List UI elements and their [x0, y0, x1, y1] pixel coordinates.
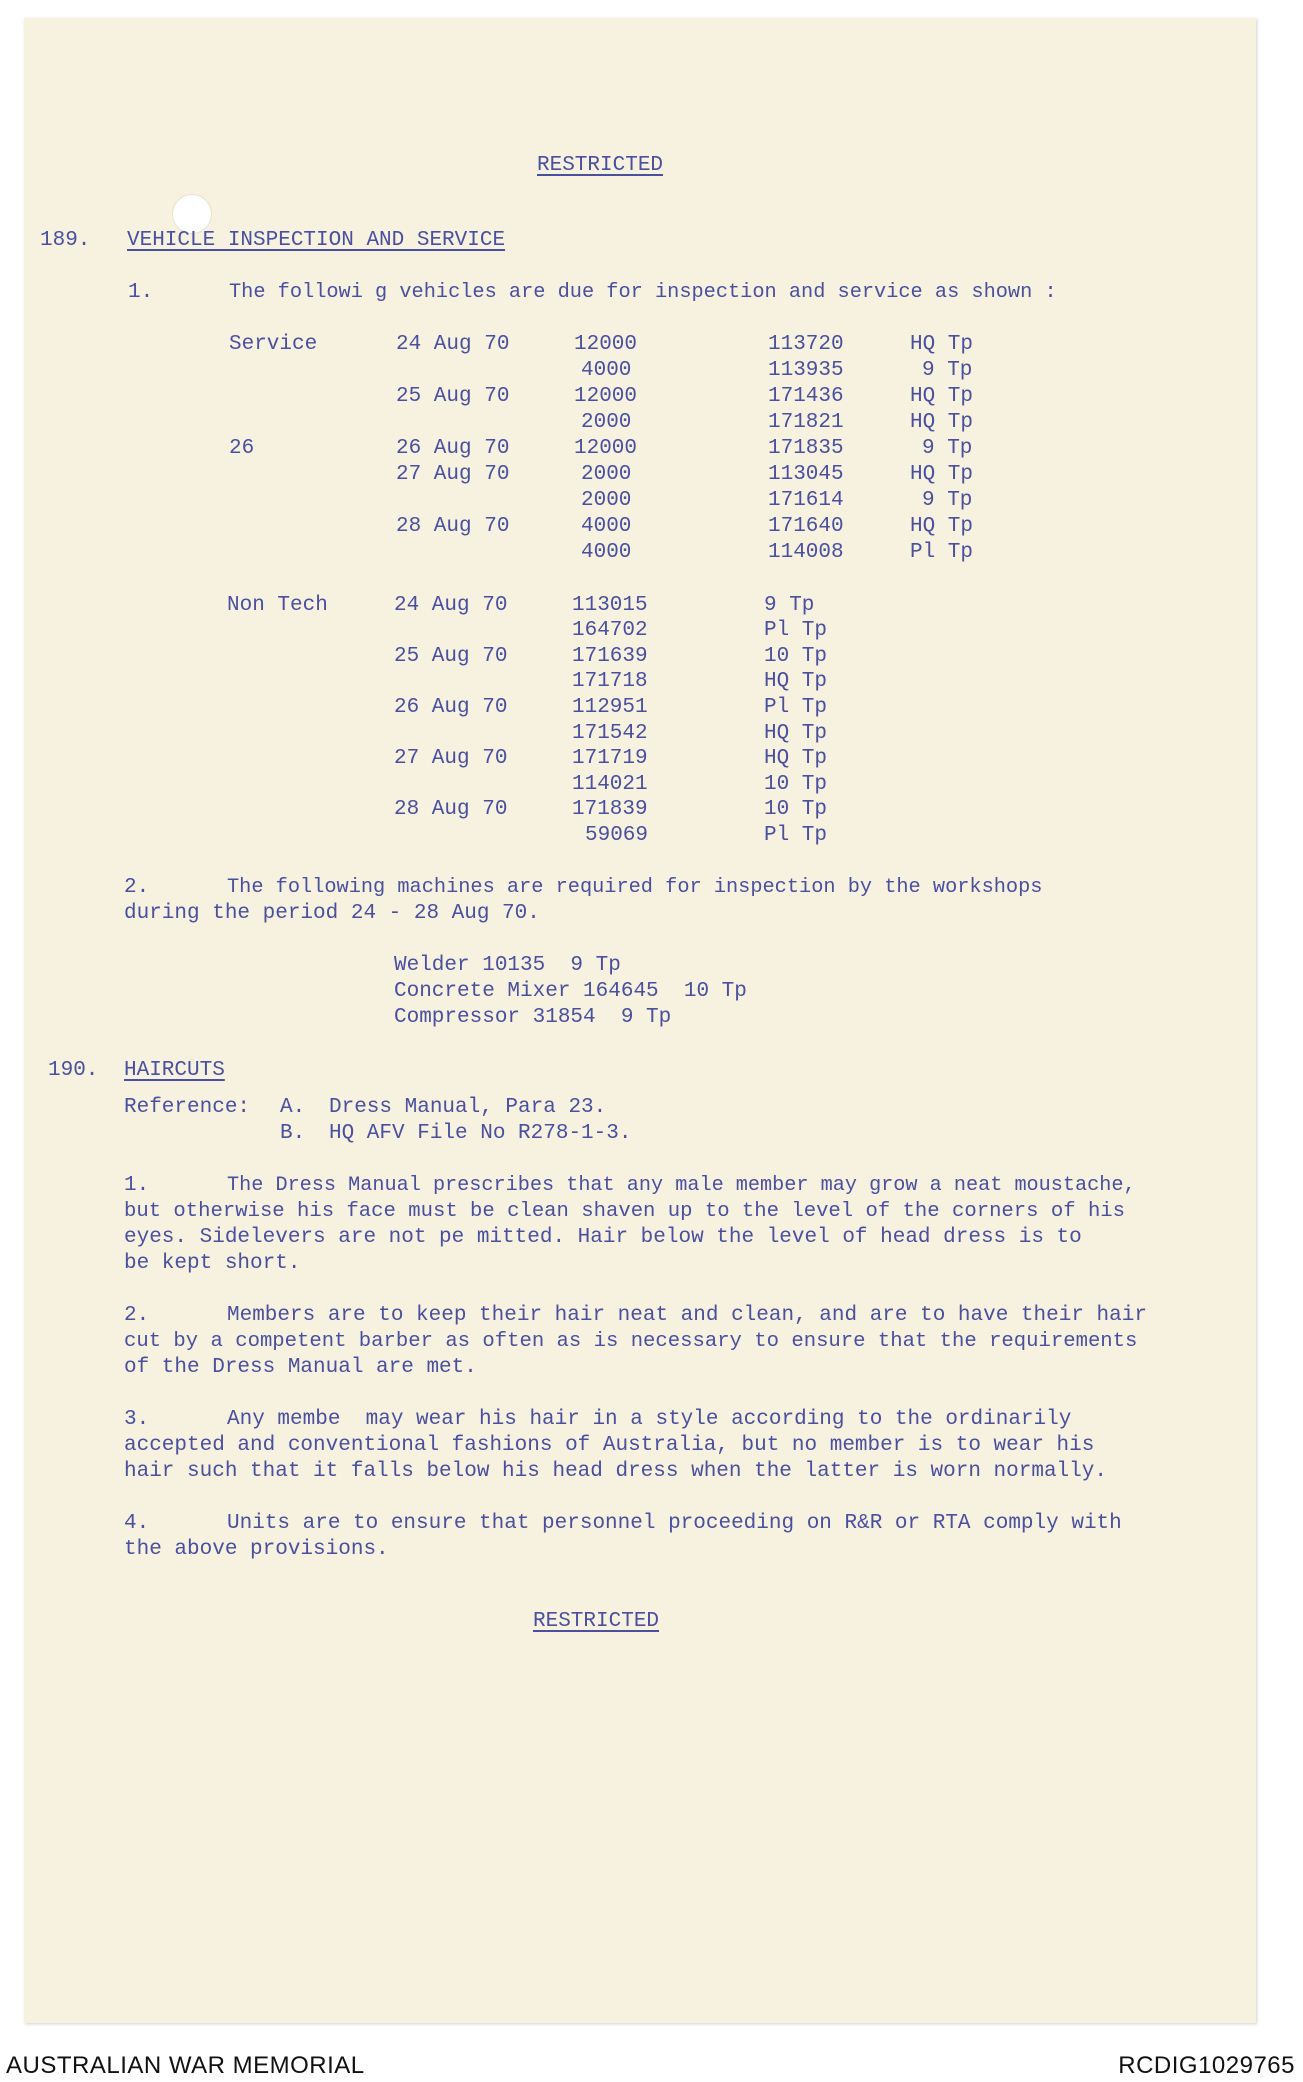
service-reg: 171436 — [768, 385, 844, 408]
non-tech-unit: HQ Tp — [764, 722, 828, 745]
haircut-para-line: but otherwise his face must be clean shaven up to the level of the corners of his — [124, 1200, 1126, 1223]
service-date: 27 Aug 70 — [396, 463, 510, 486]
non-tech-reg: 112951 — [572, 696, 648, 719]
non-tech-unit: HQ Tp — [764, 747, 828, 770]
haircut-para-line: Any membe may wear his hair in a style according to the ordinarily — [227, 1408, 1072, 1431]
haircut-para-line: cut by a competent barber as often as is necessary to ensure that the requirements — [124, 1330, 1138, 1353]
service-reg: 171614 — [768, 489, 844, 512]
haircut-para-line: accepted and conventional fashions of Australia, but no member is to wear his — [124, 1434, 1095, 1457]
header-classification: RESTRICTED — [537, 154, 664, 177]
non-tech-label: Non Tech — [227, 594, 328, 617]
service-unit: Pl Tp — [910, 541, 974, 564]
haircut-para-number: 3. — [124, 1408, 150, 1431]
non-tech-reg: 171718 — [572, 670, 648, 693]
service-reg: 114008 — [768, 541, 844, 564]
service-km: 2000 — [581, 463, 632, 486]
para-2-line-2: during the period 24 - 28 Aug 70. — [124, 902, 540, 925]
non-tech-reg: 113015 — [572, 594, 648, 617]
service-km: 2000 — [581, 489, 632, 512]
service-label: Service — [229, 333, 318, 356]
para-1-text: The followi g vehicles are due for inspection and service as shown : — [229, 281, 1057, 304]
service-reg: 171835 — [768, 437, 844, 460]
haircut-para-line: hair such that it falls below his head dress when the latter is worn normally. — [124, 1460, 1107, 1483]
service-unit: HQ Tp — [910, 411, 974, 434]
reference-text: Dress Manual, Para 23. — [329, 1096, 607, 1119]
machine-item: Compressor 31854 9 Tp — [394, 1006, 672, 1029]
haircut-para-line: be kept short. — [124, 1252, 301, 1275]
service-km: 4000 — [581, 541, 632, 564]
haircut-para-line: Units are to ensure that personnel proceeding on R&R or RTA comply with — [227, 1512, 1122, 1535]
para-2-line-1: The following machines are required for inspection by the workshops — [227, 876, 1043, 899]
footer-classification: RESTRICTED — [533, 1610, 660, 1633]
service-km: 12000 — [574, 333, 638, 356]
section-189-number: 189. — [40, 229, 91, 252]
service-reg: 171821 — [768, 411, 844, 434]
service-km: 4000 — [581, 359, 632, 382]
service-km: 12000 — [574, 385, 638, 408]
haircut-para-line: The Dress Manual prescribes that any male member may grow a neat moustache, — [227, 1174, 1136, 1197]
service-km: 4000 — [581, 515, 632, 538]
haircut-para-number: 4. — [124, 1512, 150, 1535]
haircut-para-line: eyes. Sidelevers are not pe mitted. Hair below the level of head dress is to — [124, 1226, 1082, 1249]
section-190-number: 190. — [48, 1059, 99, 1082]
service-date: 26 Aug 70 — [396, 437, 510, 460]
service-reg: 113935 — [768, 359, 844, 382]
service-unit: 9 Tp — [922, 359, 973, 382]
section-189-title: VEHICLE INSPECTION AND SERVICE — [127, 229, 506, 252]
non-tech-unit: 10 Tp — [764, 798, 828, 821]
service-unit: HQ Tp — [910, 463, 974, 486]
non-tech-reg: 171719 — [572, 747, 648, 770]
para-1-number: 1. — [128, 281, 154, 304]
non-tech-reg: 164702 — [572, 619, 648, 642]
non-tech-unit: 10 Tp — [764, 773, 828, 796]
haircut-para-line: of the Dress Manual are met. — [124, 1356, 477, 1379]
non-tech-unit: HQ Tp — [764, 670, 828, 693]
haircut-para-line: Members are to keep their hair neat and clean, and are to have their hair — [227, 1304, 1147, 1327]
non-tech-unit: 10 Tp — [764, 645, 828, 668]
non-tech-date: 28 Aug 70 — [394, 798, 508, 821]
service-date: 28 Aug 70 — [396, 515, 510, 538]
non-tech-reg: 171839 — [572, 798, 648, 821]
section-190-title: HAIRCUTS — [124, 1059, 225, 1082]
institution-name: AUSTRALIAN WAR MEMORIAL — [6, 2052, 365, 2079]
para-2-number: 2. — [124, 876, 150, 899]
service-date: 24 Aug 70 — [396, 333, 510, 356]
haircut-para-number: 1. — [124, 1174, 150, 1197]
non-tech-date: 27 Aug 70 — [394, 747, 508, 770]
catalogue-id: RCDIG1029765 — [1118, 2052, 1295, 2079]
non-tech-date: 25 Aug 70 — [394, 645, 508, 668]
service-unit: HQ Tp — [910, 515, 974, 538]
non-tech-reg: 171639 — [572, 645, 648, 668]
haircut-para-number: 2. — [124, 1304, 150, 1327]
machine-item: Concrete Mixer 164645 10 Tp — [394, 980, 747, 1003]
non-tech-unit: Pl Tp — [764, 619, 828, 642]
service-unit: HQ Tp — [910, 385, 974, 408]
non-tech-reg: 114021 — [572, 773, 648, 796]
non-tech-date: 26 Aug 70 — [394, 696, 508, 719]
service-km: 12000 — [574, 437, 638, 460]
reference-text: HQ AFV File No R278-1-3. — [329, 1122, 632, 1145]
haircut-para-line: the above provisions. — [124, 1538, 389, 1561]
non-tech-reg: 171542 — [572, 722, 648, 745]
service-reg: 171640 — [768, 515, 844, 538]
reference-label: Reference: — [124, 1096, 251, 1119]
service-unit: 9 Tp — [922, 489, 973, 512]
reference-letter: A. — [280, 1096, 306, 1119]
side-note: 26 — [229, 437, 255, 460]
service-reg: 113045 — [768, 463, 844, 486]
non-tech-unit: 9 Tp — [764, 594, 815, 617]
non-tech-reg: 59069 — [585, 824, 649, 847]
reference-letter: B. — [280, 1122, 306, 1145]
service-unit: 9 Tp — [922, 437, 973, 460]
non-tech-date: 24 Aug 70 — [394, 594, 508, 617]
non-tech-unit: Pl Tp — [764, 696, 828, 719]
service-unit: HQ Tp — [910, 333, 974, 356]
service-date: 25 Aug 70 — [396, 385, 510, 408]
service-km: 2000 — [581, 411, 632, 434]
service-reg: 113720 — [768, 333, 844, 356]
non-tech-unit: Pl Tp — [764, 824, 828, 847]
document-page — [24, 18, 1256, 2023]
machine-item: Welder 10135 9 Tp — [394, 954, 621, 977]
